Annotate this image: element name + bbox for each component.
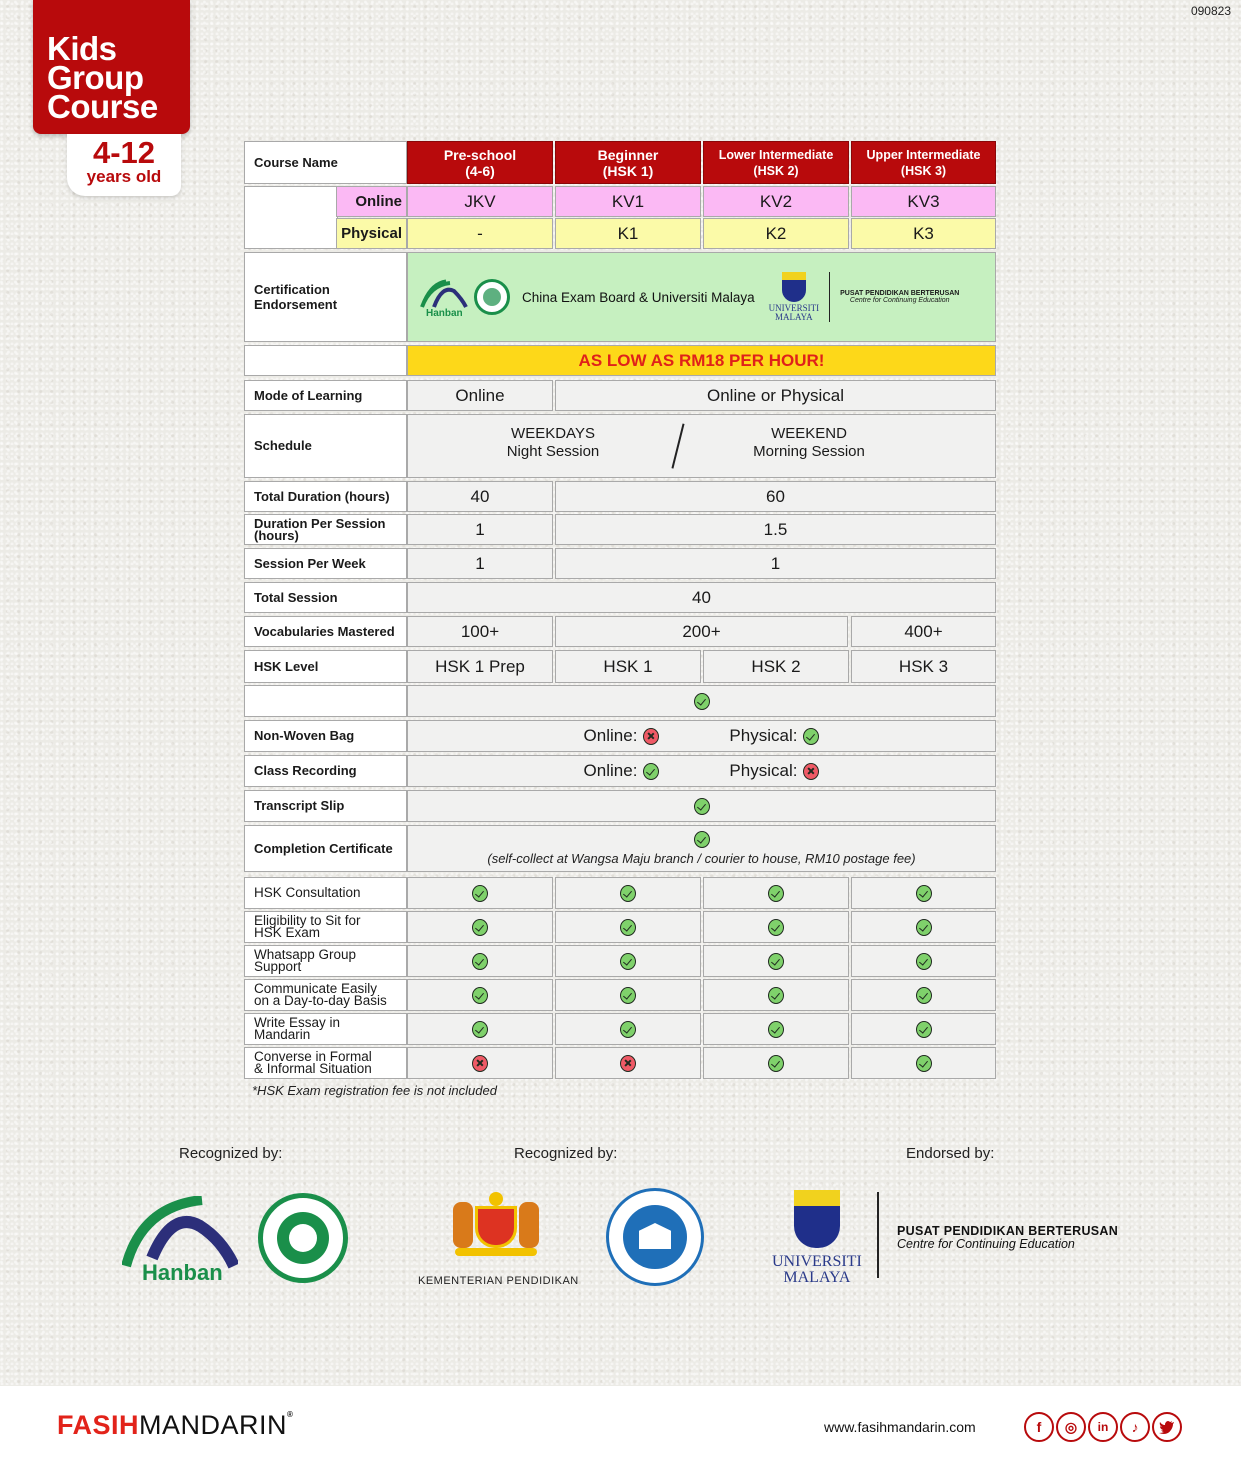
title-line-3: Course [47, 88, 158, 125]
check-icon [472, 987, 488, 1004]
total-duration-value: 40 [407, 481, 553, 512]
check-icon [694, 831, 710, 848]
course-sub: (HSK 2) [753, 163, 799, 178]
linkedin-icon[interactable]: in [1088, 1412, 1118, 1442]
physical-code: K3 [851, 218, 996, 249]
feature-value [851, 979, 996, 1011]
completion-value [407, 825, 996, 872]
vocab-label: Vocabularies Mastered [244, 616, 407, 647]
um-text: UNIVERSITI [772, 1253, 862, 1270]
divider [877, 1192, 879, 1278]
label-line: Mandarin [254, 1027, 311, 1042]
um-text: UNIVERSITI [768, 303, 820, 313]
check-icon [620, 919, 636, 936]
hanban-logo-icon [122, 1196, 238, 1287]
document-code: 090823 [1190, 4, 1231, 18]
promo-banner: AS LOW AS RM18 PER HOUR! [407, 345, 996, 376]
session-per-week-value: 1 [407, 548, 553, 579]
schedule-cell [407, 414, 996, 478]
session-per-week-value: 1 [555, 548, 996, 579]
check-icon [768, 953, 784, 970]
course-name: Lower Intermediate [718, 147, 834, 162]
feature-label [244, 945, 407, 977]
online-code: KV3 [851, 186, 996, 217]
check-icon [620, 1021, 636, 1038]
feature-value [555, 979, 701, 1011]
check-icon [620, 953, 636, 970]
um-shield-icon [782, 272, 806, 302]
feature-value [851, 877, 996, 909]
label-line: Communicate Easily [254, 981, 378, 996]
footnote: *HSK Exam registration fee is not included [252, 1083, 497, 1098]
label-line: Converse in Formal [254, 1049, 372, 1064]
universiti-malaya-logo [769, 272, 820, 322]
pusat-text [840, 290, 959, 304]
certification-cell [407, 252, 996, 342]
brand-red: FASIH [57, 1410, 140, 1440]
slash-divider [671, 424, 684, 469]
feature-value [407, 911, 553, 943]
confucius-institute-logo-icon [474, 279, 510, 315]
schedule-title: WEEKEND [771, 425, 847, 442]
feature-label [244, 1047, 407, 1079]
duration-per-session-value: 1.5 [555, 514, 996, 545]
feature-value [555, 1013, 701, 1045]
check-icon [768, 987, 784, 1004]
vocab-value: 100+ [407, 616, 553, 647]
divider [829, 272, 830, 322]
blank-row-value [407, 685, 996, 717]
check-icon [643, 763, 659, 780]
feature-label [244, 979, 407, 1011]
course-header-upper-intermediate [851, 141, 996, 184]
title-line-2: Group [47, 59, 144, 96]
course-name: Upper Intermediate [866, 147, 981, 162]
feature-value [703, 911, 849, 943]
physical-label: Physical [336, 218, 407, 249]
label-line: Certification [254, 281, 330, 297]
course-name: Pre-school [443, 146, 517, 163]
check-icon [916, 919, 932, 936]
label-line: Support [254, 959, 302, 974]
check-icon [472, 1021, 488, 1038]
transcript-value [407, 790, 996, 822]
feature-value [703, 945, 849, 977]
endorsed-by-label: Endorsed by: [906, 1145, 995, 1162]
online-text: Online: [583, 761, 638, 780]
hsk-level-label: HSK Level [244, 650, 407, 683]
total-session-label: Total Session [244, 582, 407, 613]
recognized-by-label-2: Recognized by: [514, 1145, 618, 1162]
transcript-label: Transcript Slip [244, 790, 407, 822]
facebook-icon[interactable]: f [1024, 1412, 1054, 1442]
hanban-logo-icon [420, 277, 468, 317]
online-code: KV1 [555, 186, 701, 217]
label-line: Whatsapp Group [254, 947, 357, 962]
hsk-level-value: HSK 1 Prep [407, 650, 553, 683]
um-shield-icon [794, 1190, 840, 1248]
feature-value [703, 1047, 849, 1079]
tiktok-icon[interactable]: ♪ [1120, 1412, 1150, 1442]
kementerian-text: KEMENTERIAN PENDIDIKAN [418, 1275, 579, 1287]
completion-note: (self-collect at Wangsa Maju branch / courier to house, RM10 postage fee) [487, 851, 916, 866]
age-range: 4-12 [92, 135, 156, 170]
duration-per-session-value: 1 [407, 514, 553, 545]
mode-label: Mode of Learning [244, 380, 407, 411]
check-icon [620, 885, 636, 902]
vocab-value: 200+ [555, 616, 848, 647]
feature-value [407, 979, 553, 1011]
universiti-malaya-logo [772, 1190, 862, 1286]
vocab-value: 400+ [851, 616, 996, 647]
check-icon [916, 885, 932, 902]
feature-value [851, 1013, 996, 1045]
physical-code: K1 [555, 218, 701, 249]
physical-text: Physical: [729, 726, 798, 745]
check-icon [916, 1021, 932, 1038]
feature-value [851, 945, 996, 977]
check-icon [472, 953, 488, 970]
check-icon [916, 987, 932, 1004]
feature-value [555, 1047, 701, 1079]
course-name: Beginner [597, 146, 659, 163]
mode-value: Online [407, 380, 553, 411]
feature-value [407, 1047, 553, 1079]
code-blank-cell [244, 186, 338, 249]
cross-icon [643, 728, 659, 745]
course-header-preschool [407, 141, 553, 184]
check-icon [803, 728, 819, 745]
course-sub: (4-6) [465, 162, 495, 179]
bag-label: Non-Woven Bag [244, 720, 407, 752]
check-icon [620, 987, 636, 1004]
feature-value [851, 1047, 996, 1079]
feature-value [407, 1013, 553, 1045]
course-sub: (HSK 1) [602, 162, 654, 179]
physical-code: K2 [703, 218, 849, 249]
check-icon [768, 885, 784, 902]
total-session-value: 40 [407, 582, 996, 613]
um-text: MALAYA [775, 312, 813, 322]
check-icon [916, 1055, 932, 1072]
feature-label [244, 1013, 407, 1045]
physical-code: - [407, 218, 553, 249]
course-header-lower-intermediate [703, 141, 849, 184]
physical-text: Physical: [729, 761, 798, 780]
age-badge [67, 134, 181, 196]
registered-mark: ® [287, 1410, 294, 1419]
course-sub: (HSK 3) [900, 163, 947, 178]
label-line: & Informal Situation [254, 1061, 372, 1076]
pusat-title: PUSAT PENDIDIKAN BERTERUSAN [840, 290, 960, 297]
check-icon [472, 919, 488, 936]
session-per-week-label: Session Per Week [244, 548, 407, 579]
schedule-title: WEEKDAYS [511, 425, 595, 442]
feature-value [555, 911, 701, 943]
pusat-sub: Centre for Continuing Education [897, 1237, 1075, 1251]
svg-text:Hanban: Hanban [426, 308, 463, 317]
kementerian-crest-icon [447, 1192, 545, 1260]
check-icon [916, 953, 932, 970]
feature-label [244, 877, 407, 909]
feature-value [703, 979, 849, 1011]
label-line: HSK Consultation [254, 885, 361, 900]
svg-text:Hanban: Hanban [142, 1260, 223, 1282]
certification-label [244, 252, 407, 342]
pusat-sub: Centre for Continuing Education [849, 297, 950, 304]
mode-value: Online or Physical [555, 380, 996, 411]
check-icon [694, 693, 710, 710]
course-name-label: Course Name [244, 141, 407, 184]
completion-label: Completion Certificate [244, 825, 407, 872]
online-code: JKV [407, 186, 553, 217]
label-line: Write Essay in [254, 1015, 341, 1030]
label-line: on a Day-to-day Basis [254, 993, 387, 1008]
feature-label [244, 911, 407, 943]
total-duration-label: Total Duration (hours) [244, 481, 407, 512]
check-icon [768, 919, 784, 936]
schedule-weekend [724, 425, 894, 461]
online-label: Online [336, 186, 407, 217]
label-line: Duration Per Session [254, 515, 386, 531]
schedule-sub: Night Session [506, 443, 600, 460]
certification-text: China Exam Board & Universiti Malaya [522, 289, 755, 305]
schedule-weekdays [468, 425, 638, 461]
blank-row-label [244, 685, 407, 717]
cross-icon [803, 763, 819, 780]
instagram-icon[interactable]: ◎ [1056, 1412, 1086, 1442]
bag-value [407, 720, 996, 752]
feature-value [851, 911, 996, 943]
label-line: Endorsement [254, 296, 338, 312]
brand-black: MANDARIN [139, 1410, 288, 1440]
um-text: MALAYA [783, 1269, 851, 1286]
feature-value [407, 877, 553, 909]
feature-value [703, 1013, 849, 1045]
course-title-badge [33, 0, 190, 134]
total-duration-value: 60 [555, 481, 996, 512]
recording-value [407, 755, 996, 787]
brand-logo[interactable] [57, 1410, 293, 1441]
beibu-gulf-university-logo-icon [606, 1188, 704, 1286]
cross-icon [620, 1055, 636, 1072]
pusat-text [897, 1225, 1118, 1251]
pusat-title: PUSAT PENDIDIKAN BERTERUSAN [897, 1224, 1119, 1238]
feature-value [407, 945, 553, 977]
duration-per-session-label [244, 514, 407, 545]
recognized-by-label-1: Recognized by: [179, 1145, 283, 1162]
online-code: KV2 [703, 186, 849, 217]
title-line-1: Kids [47, 30, 117, 67]
twitter-icon[interactable] [1152, 1412, 1182, 1442]
promo-blank-cell [244, 345, 407, 376]
schedule-sub: Morning Session [753, 443, 865, 460]
course-header-beginner [555, 141, 701, 184]
online-text: Online: [583, 726, 638, 745]
website-link[interactable]: www.fasihmandarin.com [824, 1419, 976, 1435]
cross-icon [472, 1055, 488, 1072]
check-icon [694, 798, 710, 815]
hsk-level-value: HSK 2 [703, 650, 849, 683]
check-icon [768, 1055, 784, 1072]
feature-value [703, 877, 849, 909]
check-icon [472, 885, 488, 902]
hsk-level-value: HSK 3 [851, 650, 996, 683]
check-icon [768, 1021, 784, 1038]
confucius-institute-logo-icon [258, 1193, 348, 1283]
feature-value [555, 945, 701, 977]
recording-label: Class Recording [244, 755, 407, 787]
schedule-label: Schedule [244, 414, 407, 478]
hsk-level-value: HSK 1 [555, 650, 701, 683]
age-unit: years old [86, 167, 162, 186]
feature-value [555, 877, 701, 909]
social-links [1024, 1412, 1182, 1442]
label-line: Eligibility to Sit for [254, 913, 361, 928]
label-line: (hours) [254, 527, 299, 543]
label-line: HSK Exam [254, 925, 321, 940]
